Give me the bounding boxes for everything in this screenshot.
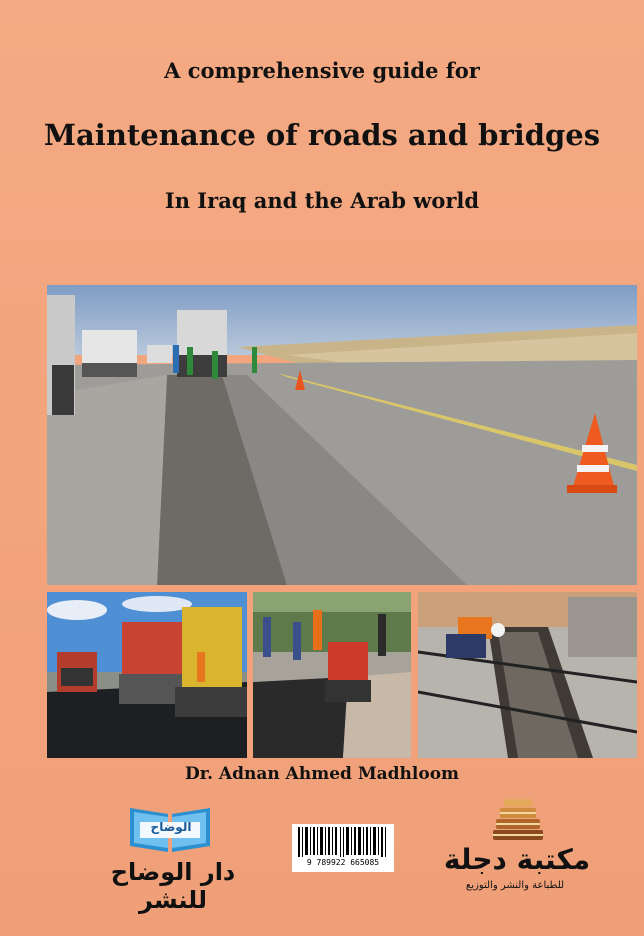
book-title: Maintenance of roads and bridges [43,118,601,152]
left-logo-text: الوضاح [150,820,192,834]
right-publisher-name: مكتبة دجلة [443,843,591,876]
left-publisher-name: دار الوضاح للنشر [110,858,236,914]
right-publisher-subtitle: للطباعة والنشر والتوزيع [465,880,565,891]
book-logo-icon [120,800,220,855]
subtitle-top: A comprehensive guide for [164,58,480,83]
road-milling-photo [47,285,637,585]
stacked-books-icon [487,798,549,843]
bridge-joint-photo [418,592,637,758]
subtitle-bottom: In Iraq and the Arab world [164,188,480,213]
road-roller-photo [253,592,411,758]
author-name: Dr. Adnan Ahmed Madhloom [184,764,460,784]
isbn-number: 9 789922 665085 [306,858,380,867]
asphalt-paving-photo [47,592,247,758]
